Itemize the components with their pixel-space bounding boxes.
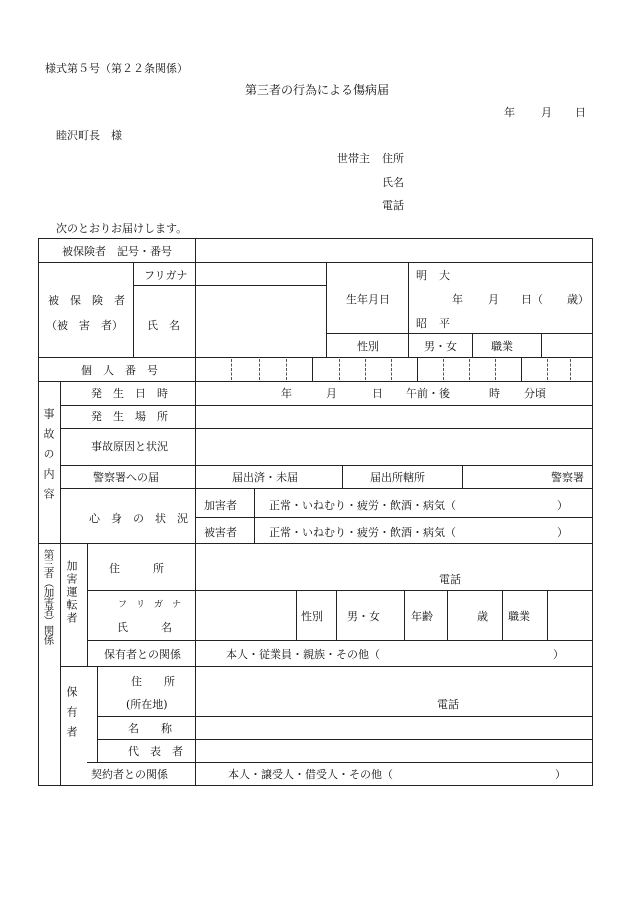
accident-datetime-label: 発 生 日 時 [91,387,168,400]
driver-furigana-label: フ リ ガ ナ [118,600,182,610]
accident-hour-label: 時 [489,387,500,400]
victim-condition-options: 正常・いねむり・疲労・飲酒・病気（ [269,526,456,539]
intro-text: 次のとおりお届けします。 [56,222,188,235]
driver-phone-label: 電話 [439,573,461,586]
form-title: 第三者の行為による傷病届 [245,83,390,97]
date-month-label: 月 [541,106,552,119]
insured-name-label: 氏 名 [147,319,180,332]
insured-sex-value: 男・女 [424,340,457,353]
driver-age-unit: 歳 [477,610,488,623]
owner-location-label: (所在地) [126,698,168,711]
owner-label: 保有者 [65,686,78,746]
report-status-options: 届出済・未届 [232,471,298,484]
mental-state-label: 心 身 の 状 況 [89,512,188,525]
insured-person-label: 被 保 険 者 [48,294,125,307]
contract-relation-close-paren: ） [555,768,566,781]
owner-relation-close-paren: ） [553,648,564,661]
police-station-label: 警察署 [551,471,584,484]
era-heisei: 平 [439,317,450,330]
personal-number-label: 個 人 番 号 [81,364,158,377]
furigana-label: フリガナ [144,269,188,282]
era-showa: 昭 [416,317,427,330]
birth-year-label: 年 [452,293,463,306]
accident-minute-label: 分頃 [524,387,546,400]
police-report-label: 警察署への届 [93,471,159,484]
driver-occupation-label: 職業 [508,610,530,623]
contract-relation-options: 本人・譲受人・借受人・その他（ [228,768,393,781]
assailant-condition-options: 正常・いねむり・疲労・飲酒・病気（ [269,499,456,512]
accident-month-label: 月 [326,387,337,400]
owner-name-label: 名 称 [128,722,172,735]
era-taisho: 大 [439,269,450,282]
owner-address-label: 住 所 [131,675,175,688]
owner-relation-options: 本人・従業員・親族・その他（ [226,648,380,661]
phone-label: 電話 [382,199,404,212]
birth-day-label: 日（ [521,293,543,306]
driver-age-label: 年齢 [411,610,433,623]
report-station-label: 届出所轄所 [370,471,425,484]
victim-close-paren: ） [557,526,568,539]
age-label: 歳） [567,293,589,306]
victim-condition-label: 被害者 [204,526,237,539]
driver-address-label: 住 所 [109,562,164,575]
addressee: 睦沢町長 様 [56,129,122,142]
accident-section-label: 事故の内容 [42,408,55,508]
victim-label: （被 害 者） [46,319,123,332]
accident-cause-label: 事故原因と状況 [91,440,168,453]
owner-relation-label: 保有者との関係 [104,648,181,661]
insured-symbol-number-label: 被保険者 記号・番号 [62,245,172,258]
third-party-section-label: 第三者（加害者）関係 [42,549,55,644]
owner-phone-label: 電話 [437,698,459,711]
contract-relation-label: 契約者との関係 [91,768,168,781]
driver-name-label: 氏 名 [117,621,172,634]
birth-month-label: 月 [488,293,499,306]
assailant-close-paren: ） [557,499,568,512]
date-year-label: 年 [504,106,515,119]
accident-ampm-label: 午前・後 [406,387,450,400]
address-label: 住所 [382,152,404,165]
driver-sex-value: 男・女 [347,610,380,623]
form-number: 様式第５号（第２２条関係） [45,62,188,75]
era-meiji: 明 [416,269,427,282]
assailant-label: 加害者 [204,499,237,512]
birth-date-label: 生年月日 [346,293,390,306]
accident-day-label: 日 [372,387,383,400]
date-day-label: 日 [575,106,586,119]
driver-sex-label: 性別 [301,610,323,623]
household-head-label: 世帯主 [337,152,370,165]
representative-label: 代 表 者 [128,745,183,758]
insured-sex-label: 性別 [357,340,379,353]
name-label: 氏名 [382,176,404,189]
accident-place-label: 発 生 場 所 [91,410,168,423]
accident-year-label: 年 [281,387,292,400]
insured-occupation-label: 職業 [491,340,513,353]
driver-label: 加害運転者 [65,560,78,625]
